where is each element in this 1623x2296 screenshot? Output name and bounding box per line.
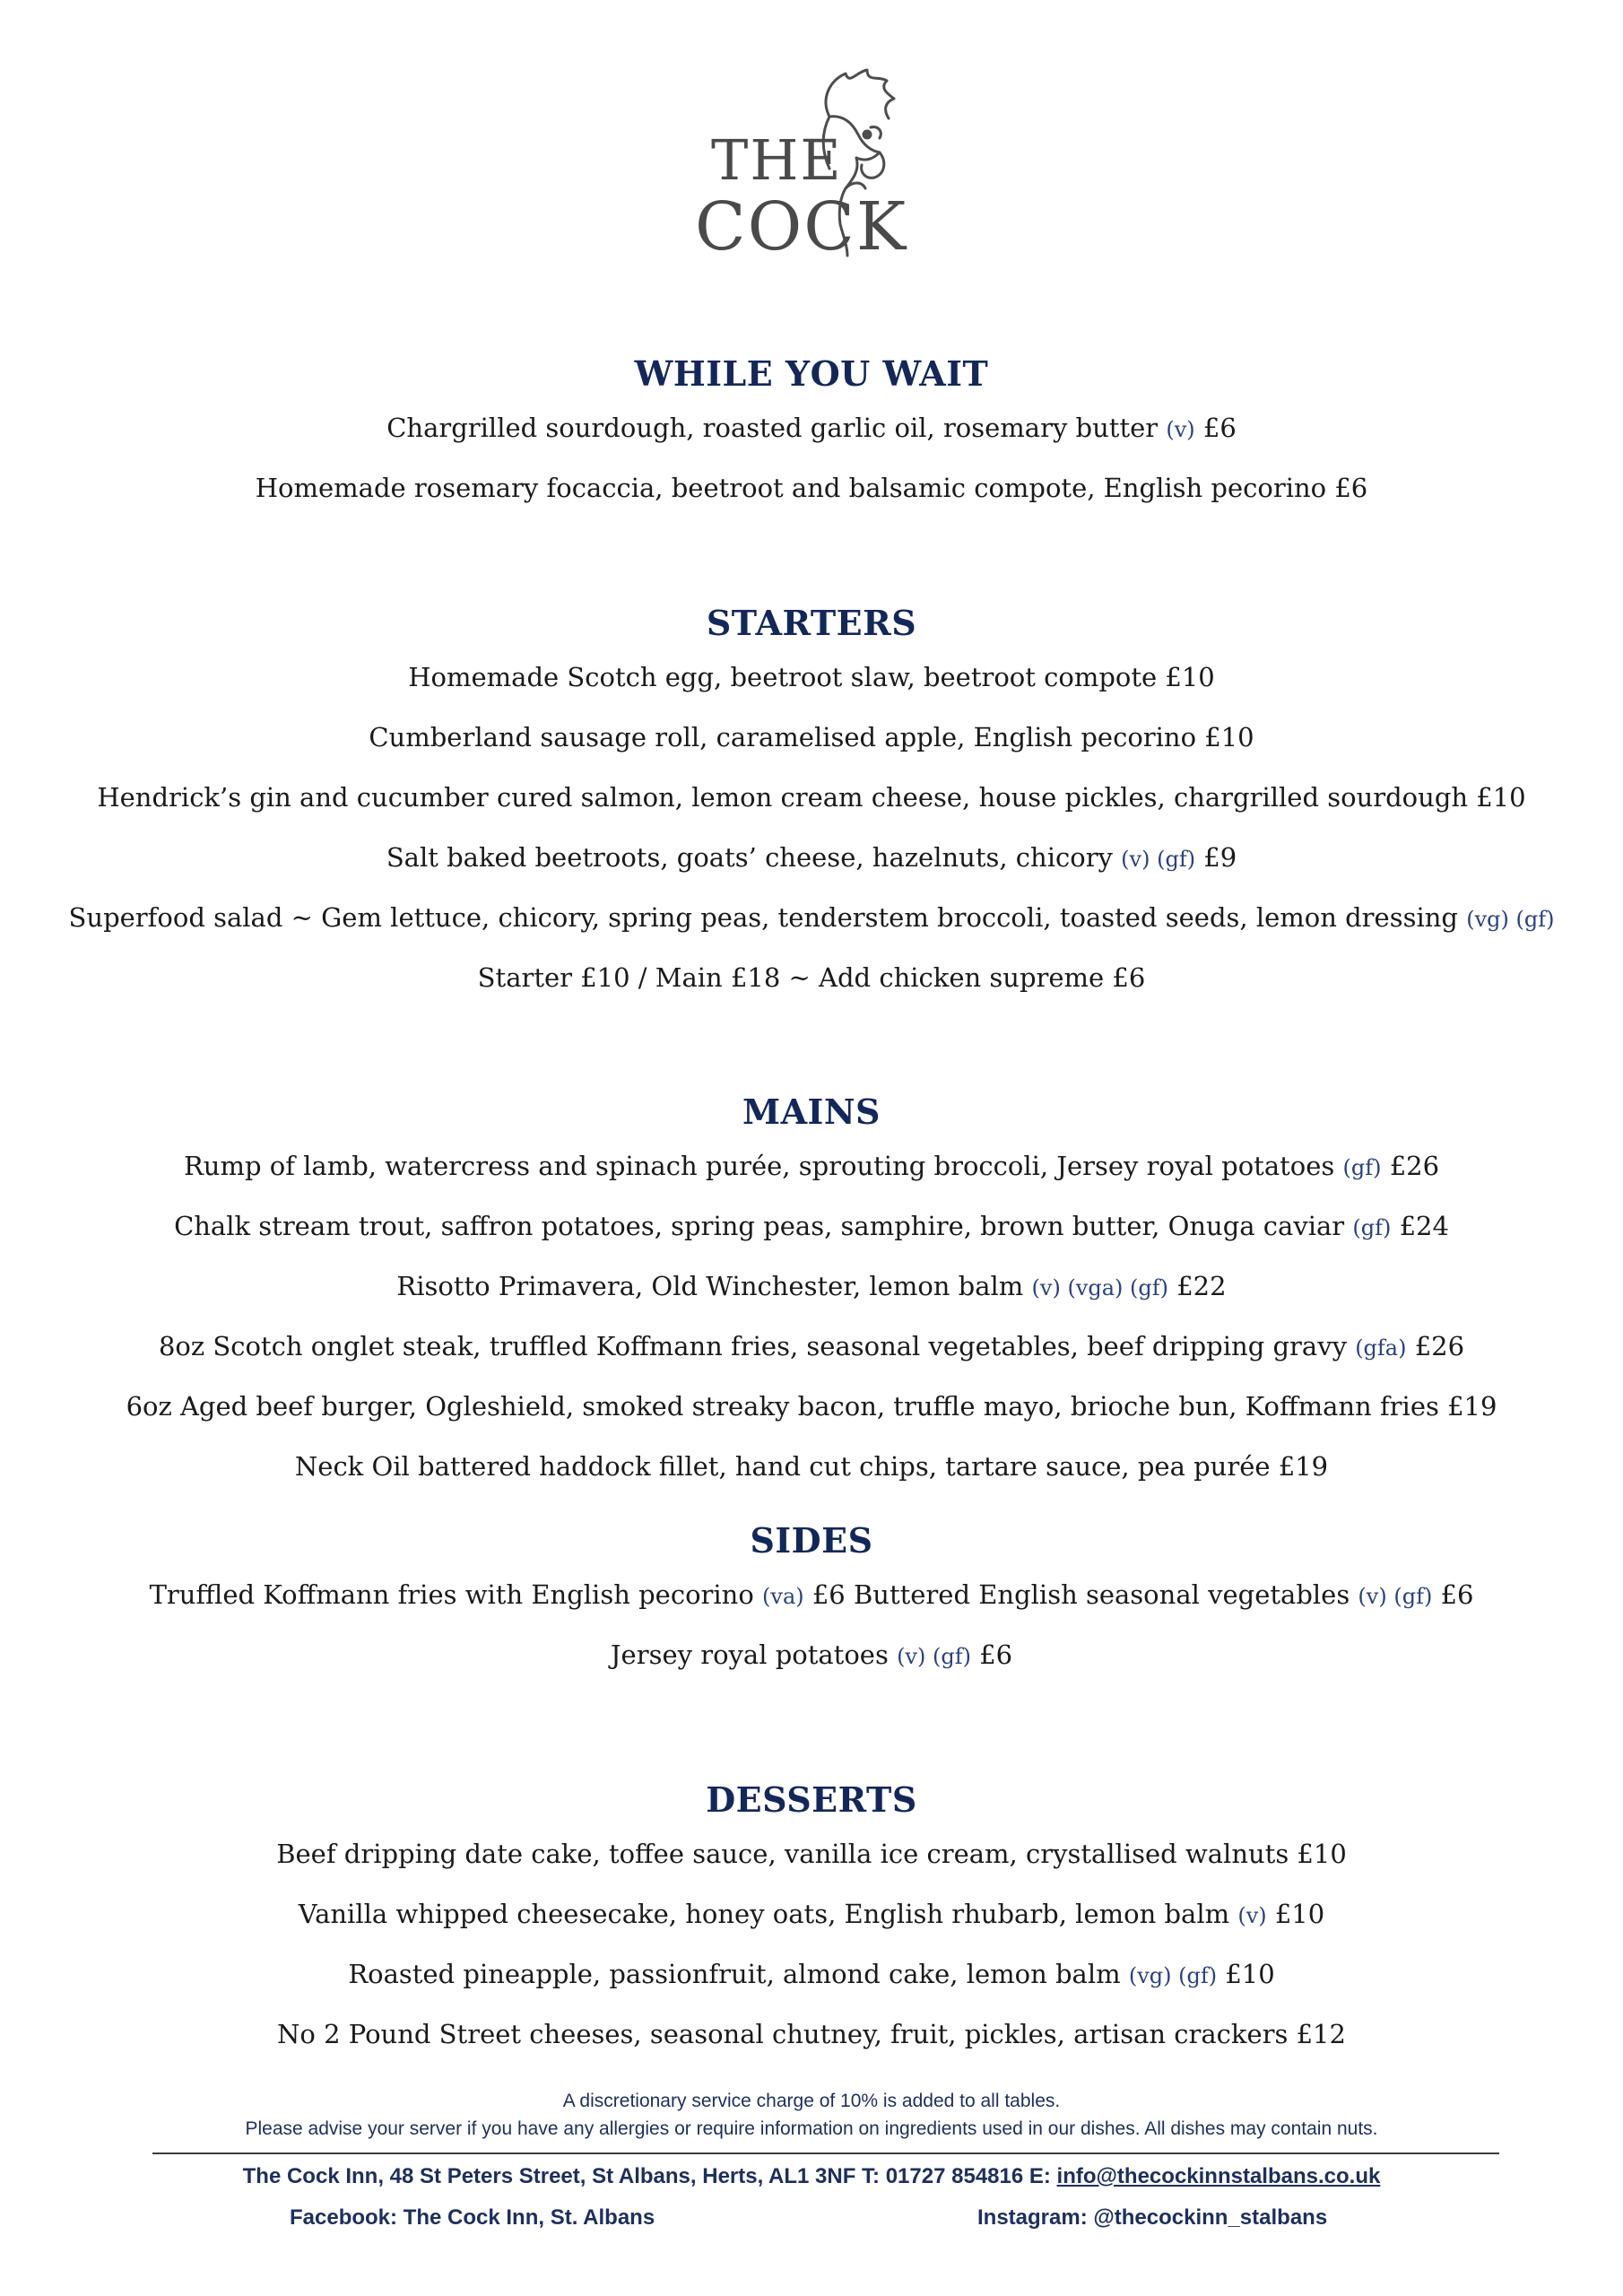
dietary-tags: (gfa) [1355, 1335, 1407, 1361]
contact-line [54, 2163, 1569, 2190]
item-text: 8oz Scotch onglet steak, truffled Koffmann fries, seasonal vegetables, beef dripping gravy [158, 1331, 1347, 1361]
menu-item [54, 412, 1569, 444]
dietary-tags: (vg) (gf) [1128, 1963, 1218, 1988]
menu-item [54, 1270, 1569, 1302]
menu-item [54, 1210, 1569, 1242]
item-text: Homemade rosemary focaccia, beetroot and balsamic compote, English pecorino £6 [255, 473, 1368, 503]
item-text: Roasted pineapple, passionfruit, almond cake, lemon balm [348, 1959, 1121, 1989]
item-price: £10 [1274, 1899, 1325, 1929]
section-title: WHILE YOU WAIT [634, 353, 989, 394]
rooster-logo-icon [695, 63, 933, 265]
item-text: Hendrick’s gin and cucumber cured salmon, lemon cream cheese, house pickles, chargrilled sourdough £10 [97, 782, 1526, 813]
item-text: Rump of lamb, watercress and spinach purée, sprouting broccoli, Jersey royal potatoes [183, 1151, 1335, 1181]
section-title: MAINS [742, 1091, 881, 1132]
item-price: £6 [979, 1639, 1013, 1670]
logo-line1: THE [711, 127, 843, 193]
dietary-tags: (gf) [1352, 1215, 1392, 1240]
dietary-tags: (vg) (gf) [1466, 907, 1555, 932]
item-price: £6 [1202, 413, 1237, 443]
logo [695, 63, 933, 265]
section-starters [54, 601, 1569, 1022]
address-text: The Cock Inn, 48 St Peters Street, St Albans, Herts, AL1 3NF T: 01727 854816 E: [242, 2164, 1057, 2188]
menu-item [54, 1150, 1569, 1182]
section-desserts [54, 1778, 1569, 2078]
item-text: Risotto Primavera, Old Winchester, lemon balm [396, 1271, 1024, 1301]
item-text: Chalk stream trout, saffron potatoes, spring peas, samphire, brown butter, Onuga caviar [174, 1211, 1345, 1241]
menu-item [54, 2018, 1569, 2050]
menu-item [54, 1898, 1569, 1930]
item-price: £6 [1440, 1579, 1474, 1610]
item-price: £6 Buttered English seasonal vegetables [812, 1579, 1350, 1610]
dietary-tags: (v) (vga) (gf) [1031, 1275, 1169, 1300]
item-price: £9 [1203, 842, 1237, 873]
email-link[interactable]: info@thecockinnstalbans.co.uk [1056, 2164, 1381, 2188]
section-title: STARTERS [706, 603, 917, 643]
menu-item [54, 841, 1569, 874]
item-text: 6oz Aged beef burger, Ogleshield, smoked streaky bacon, truffle mayo, brioche bun, Koffmann fries £19 [126, 1391, 1497, 1422]
dietary-tags: (v) [1237, 1903, 1267, 1928]
section-sides [54, 1518, 1569, 1699]
instagram-link[interactable]: Instagram: @thecockinn_stalbans [977, 2205, 1328, 2230]
item-text: Homemade Scotch egg, beetroot slaw, beetroot compote £10 [408, 662, 1215, 692]
item-price: £26 [1389, 1151, 1440, 1181]
menu-item [54, 901, 1569, 934]
item-text: Neck Oil battered haddock fillet, hand cut chips, tartare sauce, pea purée £19 [294, 1451, 1329, 1482]
menu-item [54, 1450, 1569, 1483]
section-title: DESSERTS [706, 1779, 917, 1820]
item-text: Chargrilled sourdough, roasted garlic oil, rosemary butter [386, 413, 1159, 443]
menu-item [54, 721, 1569, 753]
menu-item [54, 1958, 1569, 1990]
menu-item [54, 961, 1569, 994]
facebook-link[interactable]: Facebook: The Cock Inn, St. Albans [290, 2205, 655, 2230]
service-charge-note: A discretionary service charge of 10% is added to all tables. [562, 2091, 1061, 2111]
item-text: Salt baked beetroots, goats’ cheese, hazelnuts, chicory [386, 842, 1113, 873]
item-text: Starter £10 / Main £18 ~ Add chicken supreme £6 [477, 962, 1146, 993]
dietary-tags: (gf) [1342, 1155, 1382, 1180]
menu-item [54, 661, 1569, 693]
item-price: £26 [1414, 1331, 1465, 1361]
dietary-tags: (v) (gf) [1358, 1584, 1433, 1609]
item-text: Beef dripping date cake, toffee sauce, vanilla ice cream, crystallised walnuts £10 [276, 1839, 1347, 1869]
dietary-tags: (v) (gf) [1121, 847, 1196, 872]
item-text: Superfood salad ~ Gem lettuce, chicory, spring peas, tenderstem broccoli, toasted seeds, lemon dressing [68, 902, 1458, 933]
dietary-tags: (va) [762, 1584, 804, 1609]
footer-divider [152, 2152, 1499, 2154]
item-text: Vanilla whipped cheesecake, honey oats, English rhubarb, lemon balm [298, 1899, 1230, 1929]
menu-item [54, 1639, 1569, 1671]
item-price: £22 [1176, 1271, 1227, 1301]
item-text: Jersey royal potatoes [610, 1639, 889, 1670]
item-text: Truffled Koffmann fries with English pecorino [149, 1579, 754, 1610]
section-title: SIDES [750, 1520, 873, 1561]
menu-item [54, 472, 1569, 504]
menu-item [54, 1578, 1569, 1611]
item-price: £24 [1399, 1211, 1449, 1241]
section-mains [54, 1090, 1569, 1510]
item-text: No 2 Pound Street cheeses, seasonal chutney, fruit, pickles, artisan crackers £12 [277, 2019, 1346, 2049]
dietary-tags: (v) [1166, 417, 1195, 442]
section-while-you-wait [54, 352, 1569, 532]
allergy-note: Please advise your server if you have any allergies or require information on ingredients used in our dishes. All dishes may contain nuts. [245, 2118, 1378, 2139]
item-text: Cumberland sausage roll, caramelised apple, English pecorino £10 [369, 722, 1254, 752]
menu-item [54, 1390, 1569, 1422]
logo-line2: COCK [695, 188, 908, 265]
menu-item [54, 1330, 1569, 1362]
dietary-tags: (v) (gf) [897, 1644, 971, 1669]
item-price: £10 [1225, 1959, 1275, 1989]
menu-item [54, 1838, 1569, 1870]
menu-item [54, 781, 1569, 813]
